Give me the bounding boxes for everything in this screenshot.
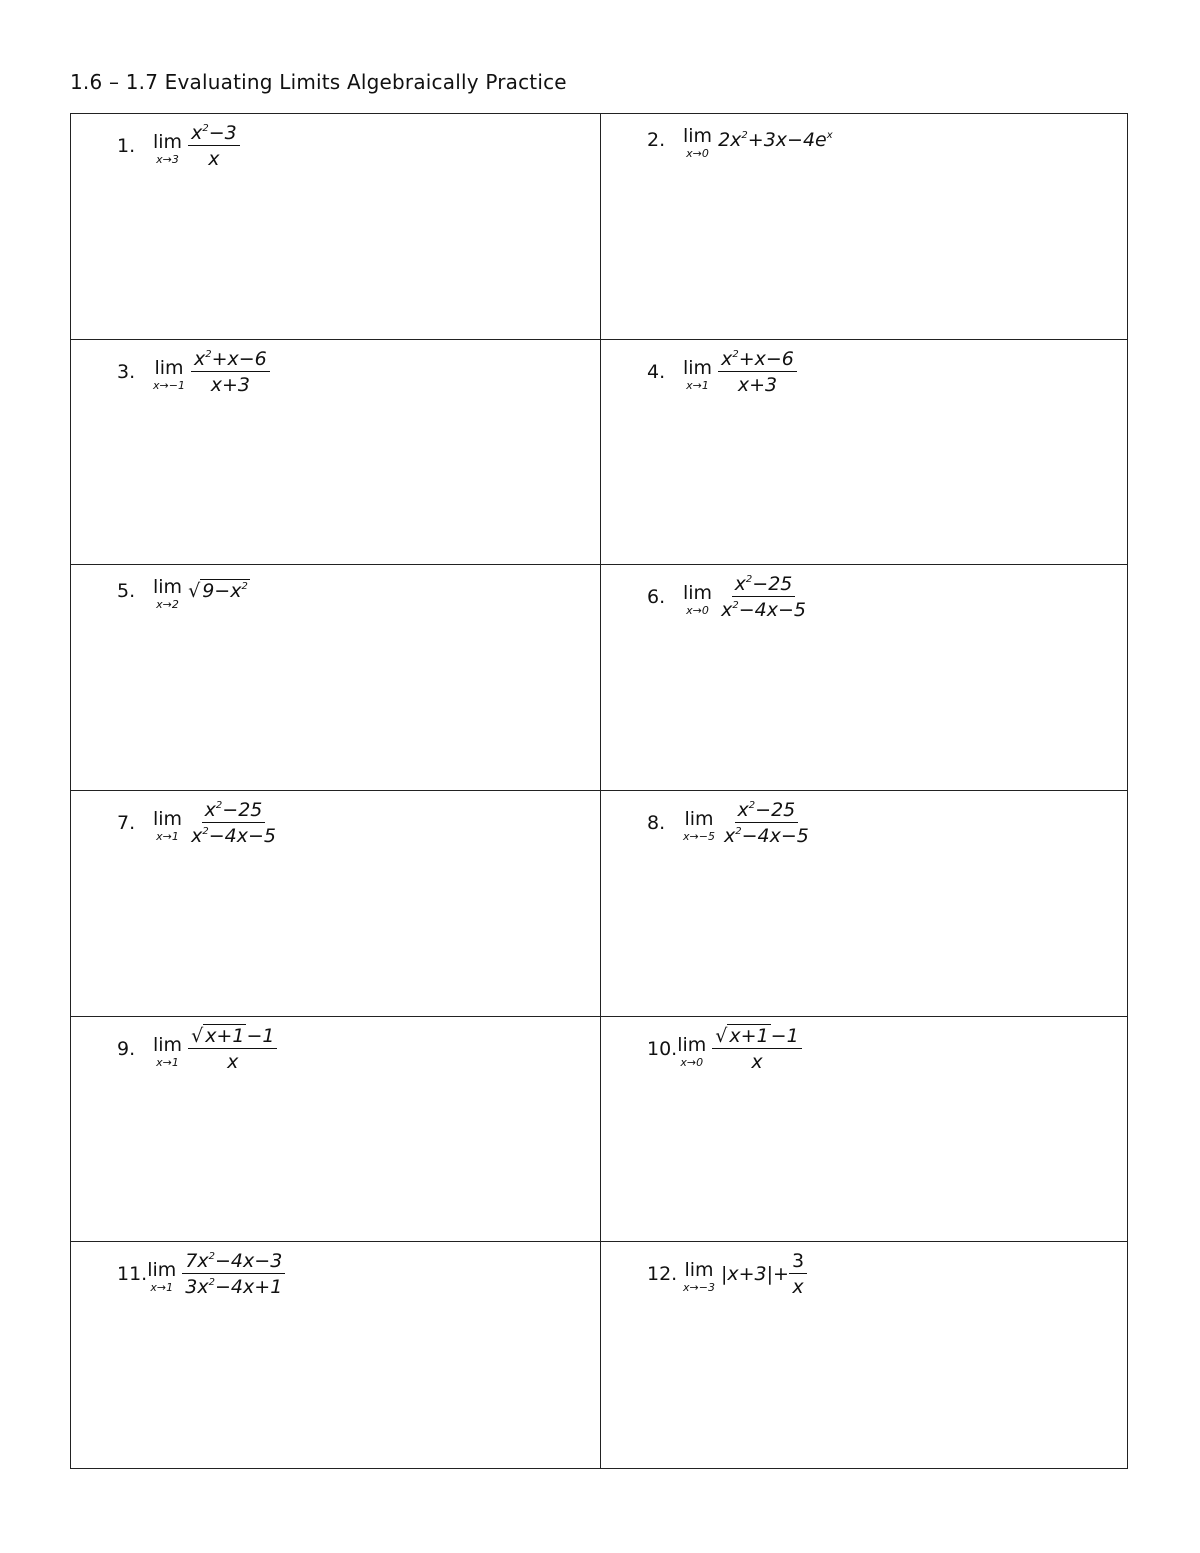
limit-operator: lim x→1	[153, 808, 183, 843]
limit-operator: lim x→1	[153, 1033, 183, 1069]
problem-5	[117, 573, 250, 612]
problem-7	[117, 799, 279, 847]
limit-expression: $\frac{√ x+1 -1}{x}$	[188, 1025, 277, 1073]
problem-cell-4	[601, 340, 1127, 566]
limit-operator: lim x→2	[153, 576, 183, 612]
limit-operator: lim x→−1	[153, 356, 185, 392]
limit-expression: $\frac{x^2+x-6}{x+3}$	[718, 348, 797, 396]
problem-number: 1.	[117, 135, 136, 157]
problem-8	[647, 799, 812, 847]
page-title: 1.6 – 1.7 Evaluating Limits Algebraically Practice	[70, 70, 567, 94]
problem-number: 12.	[647, 1263, 678, 1286]
limit-operator: lim x→−3	[683, 1259, 715, 1295]
problem-number: 5.	[117, 580, 136, 603]
problem-grid	[70, 113, 1128, 1469]
problem-cell-1	[71, 114, 601, 340]
problem-cell-6	[601, 565, 1127, 791]
limit-expression: $\frac{x^2-25}{x^2-4x-5}$	[721, 573, 806, 622]
problem-cell-7	[71, 791, 601, 1017]
limit-expression: $\frac{x^2-25}{x^2-4x-5}$	[191, 799, 276, 847]
problem-cell-3	[71, 340, 601, 566]
problem-number: 2.	[647, 129, 666, 151]
problem-1	[117, 122, 240, 170]
limit-expression: $2x^2+3x-4e^x$	[718, 129, 833, 151]
problem-2	[647, 122, 833, 158]
limit-operator: lim x→0	[677, 1033, 707, 1069]
problem-number: 6.	[647, 586, 666, 609]
problem-number: 8.	[647, 812, 666, 834]
limit-expression: $\frac{x^2+x-6}{x+3}$	[191, 348, 270, 396]
problem-3	[117, 348, 270, 396]
limit-expression-fraction: $\frac{3}{x}$	[789, 1250, 807, 1298]
problem-number: 3.	[117, 360, 136, 383]
limit-operator: lim x→0	[683, 125, 713, 160]
limit-expression: $\frac{7x^2-4x-3}{3x^2-4x+1}$	[182, 1250, 285, 1298]
problem-cell-12	[601, 1242, 1127, 1468]
problem-9	[117, 1025, 277, 1073]
problem-number: 7.	[117, 812, 136, 834]
problem-6	[647, 573, 809, 621]
problem-cell-2	[601, 114, 1127, 340]
limit-expression: $\frac{x^2-25}{x^2-4x-5}$	[723, 799, 809, 847]
limit-operator: lim x→1	[683, 356, 713, 392]
problem-11	[117, 1250, 285, 1298]
problem-number: 4.	[647, 360, 666, 383]
limit-operator: lim x→0	[683, 582, 713, 618]
limit-operator: lim x→3	[153, 131, 183, 166]
limit-expression: $\frac{√ x+1 -1}{x}$	[712, 1025, 801, 1073]
limit-expression: √ $9-x^2$	[188, 580, 248, 603]
problem-number: 11.	[117, 1263, 148, 1286]
problem-number: 9.	[117, 1037, 136, 1060]
problem-cell-5	[71, 565, 601, 791]
problem-4	[647, 348, 797, 396]
problem-12	[647, 1250, 807, 1298]
limit-expression: |x+3|+	[720, 1263, 789, 1286]
limit-operator: lim x→1	[147, 1259, 177, 1295]
problem-cell-9	[71, 1017, 601, 1243]
problem-cell-11	[71, 1242, 601, 1468]
problem-cell-10	[601, 1017, 1127, 1243]
problem-number: 10.	[647, 1037, 678, 1060]
problem-10	[647, 1025, 802, 1073]
problem-cell-8	[601, 791, 1127, 1017]
limit-expression: $\frac{x^2-3}{x}$	[188, 122, 240, 170]
limit-operator: lim x→−5	[683, 808, 715, 843]
